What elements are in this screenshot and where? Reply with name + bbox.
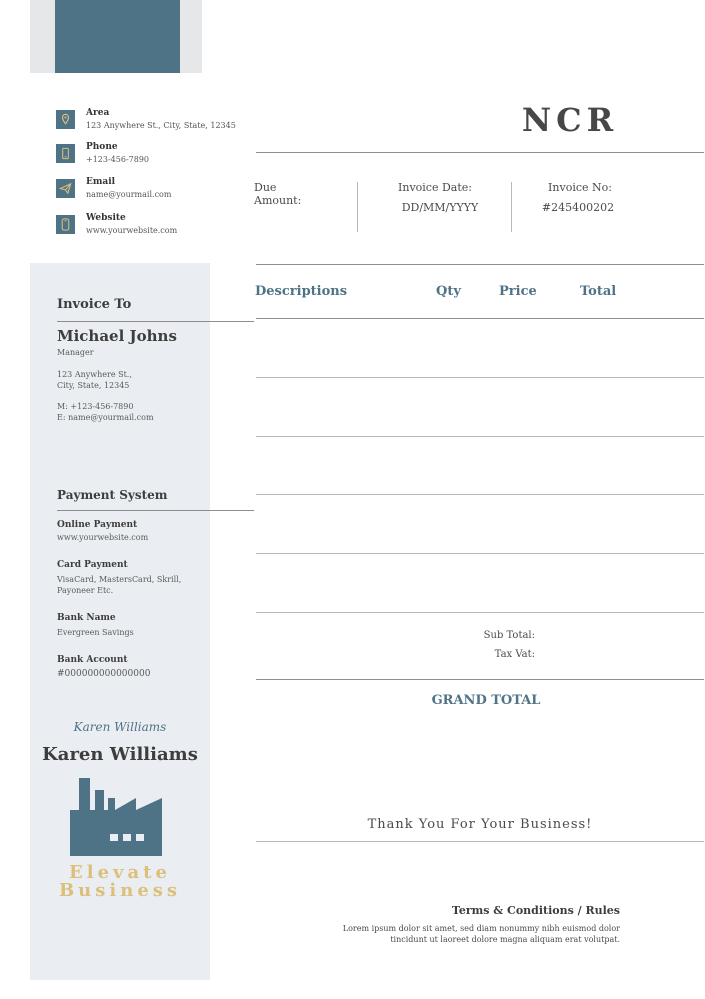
meta-divider-1 — [357, 182, 358, 232]
contact-website-label: Website — [86, 213, 126, 223]
factory-icon — [68, 776, 168, 858]
column-header-qty: Qty — [436, 284, 461, 299]
contact-area-value: 123 Anywhere St., City, State, 12345 — [86, 121, 236, 130]
column-header-price: Price — [499, 284, 537, 299]
signature-name: Karen Williams — [42, 744, 198, 765]
column-header-descriptions: Descriptions — [255, 284, 348, 299]
due-amount-label: Due Amount: — [254, 181, 302, 207]
online-payment-value: www.yourwebsite.com — [57, 533, 149, 542]
client-address-line1: 123 Anywhere St., — [57, 370, 132, 379]
logo-text-line2: Business — [58, 880, 182, 901]
terms-heading: Terms & Conditions / Rules — [451, 904, 620, 917]
bank-name-value: Evergreen Savings — [57, 628, 134, 637]
contact-email-label: Email — [86, 177, 116, 187]
contact-area — [56, 108, 316, 144]
thanks-divider — [256, 841, 704, 842]
card-payment-value-line1: VisaCard, MastersCard, Skrill, — [57, 575, 182, 584]
brand-title: NCR — [521, 101, 619, 139]
phone-icon — [56, 144, 75, 163]
grand-total-label: GRAND TOTAL — [431, 693, 541, 708]
table-row — [256, 494, 704, 495]
bank-account-label: Bank Account — [57, 655, 128, 665]
mobile-icon — [56, 215, 75, 234]
location-pin-icon — [56, 110, 75, 129]
client-name: Michael Johns — [57, 327, 177, 345]
invoice-no-value: #245400202 — [541, 201, 615, 214]
header-accent-block — [55, 0, 180, 73]
contact-email-value: name@yourmail.com — [86, 190, 172, 199]
online-payment-label: Online Payment — [57, 520, 138, 530]
contact-website — [56, 213, 316, 249]
client-title: Manager — [57, 348, 94, 357]
thank-you-message: Thank You For Your Business! — [367, 817, 593, 832]
table-row — [256, 553, 704, 554]
client-mobile: M: +123-456-7890 — [57, 402, 134, 411]
logo-text-line1: Elevate — [69, 862, 171, 883]
terms-text-line1: Lorem ipsum dolor sit amet, sed diam nonummy nibh euismod dolor — [342, 924, 620, 933]
table-top-border — [256, 264, 704, 265]
bank-account-value: #000000000000000 — [57, 669, 151, 679]
client-address-line2: City, State, 12345 — [57, 381, 130, 390]
table-row — [256, 377, 704, 378]
table-row — [256, 612, 704, 613]
card-payment-value-line2: Payoneer Etc. — [57, 586, 114, 595]
card-payment-label: Card Payment — [57, 560, 128, 570]
header-divider — [256, 152, 704, 153]
client-email: E: name@yourmail.com — [57, 413, 154, 422]
invoice-to-underline — [57, 321, 254, 322]
payment-heading: Payment System — [57, 488, 168, 502]
subtotal-label: Sub Total: — [483, 630, 535, 641]
contact-phone-value: +123-456-7890 — [86, 155, 150, 164]
table-header-border — [256, 318, 704, 319]
tax-vat-label: Tax Vat: — [494, 649, 535, 660]
table-row — [256, 436, 704, 437]
invoice-to-heading: Invoice To — [57, 297, 132, 312]
invoice-date-label: Invoice Date: — [398, 181, 472, 194]
invoice-no-label: Invoice No: — [548, 181, 612, 194]
signature-script: Karen Williams — [73, 720, 167, 734]
terms-text-line2: tincidunt ut laoreet dolore magna aliquam erat volutpat. — [390, 935, 620, 944]
payment-underline — [57, 510, 254, 511]
invoice-date-value: DD/MM/YYYY — [401, 201, 479, 214]
meta-divider-2 — [511, 182, 512, 232]
paper-plane-icon — [56, 179, 75, 198]
contact-phone — [56, 142, 316, 178]
column-header-total: Total — [580, 284, 617, 299]
summary-divider — [256, 679, 704, 680]
contact-website-value: www.yourwebsite.com — [86, 226, 178, 235]
bank-name-label: Bank Name — [57, 613, 116, 623]
contact-phone-label: Phone — [86, 142, 118, 152]
contact-area-label: Area — [86, 108, 110, 118]
